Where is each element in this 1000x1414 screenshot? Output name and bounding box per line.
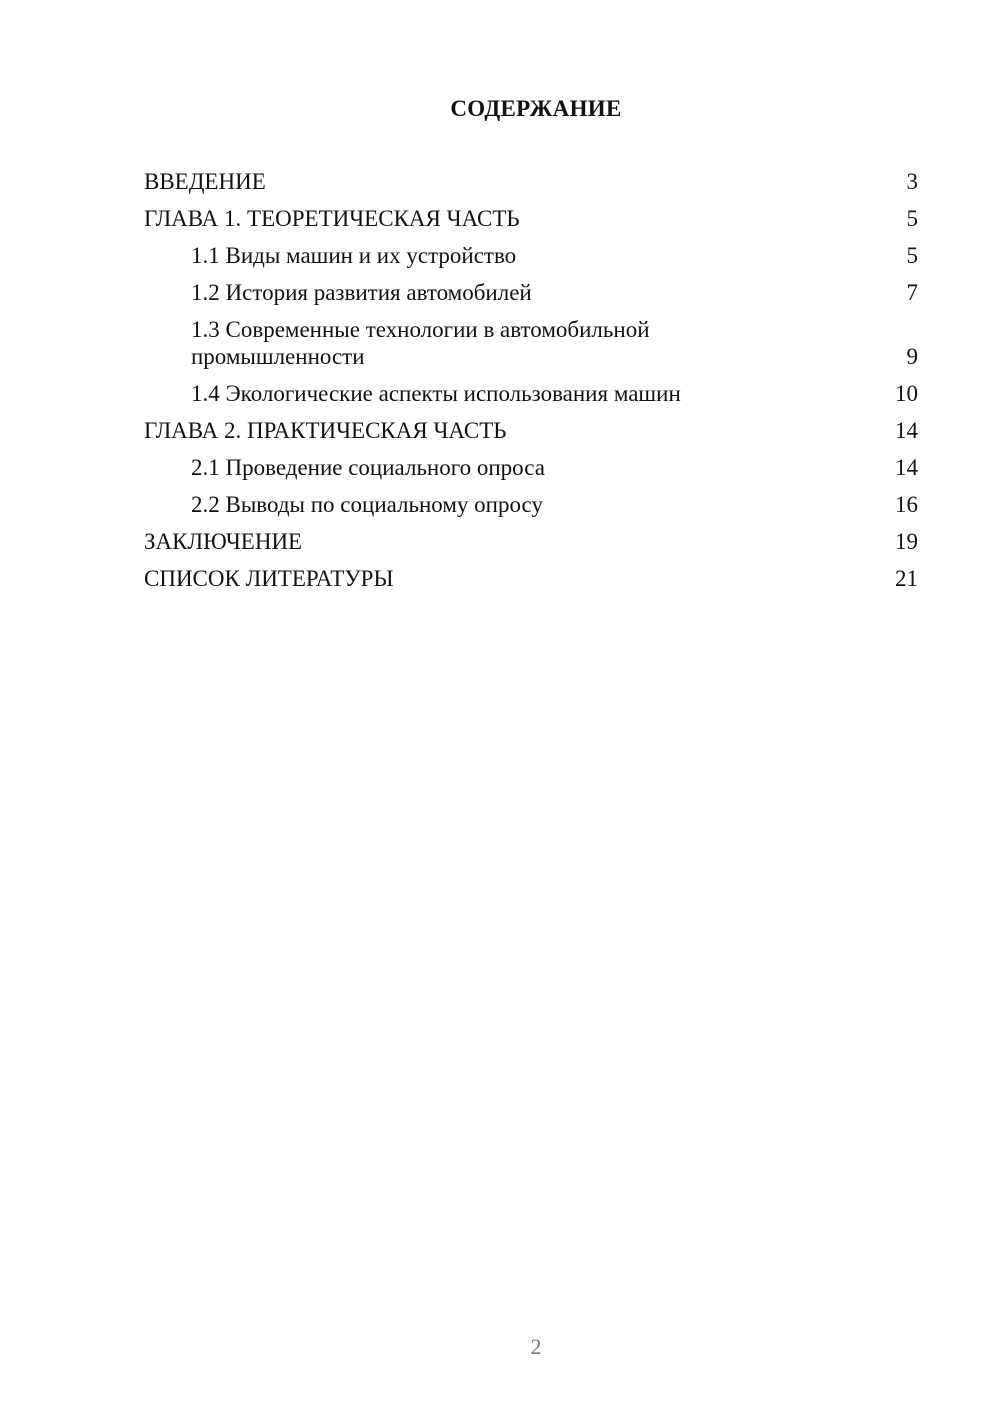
toc-entry-label: СПИСОК ЛИТЕРАТУРЫ <box>144 566 394 591</box>
toc-entry-page: 5 <box>906 243 918 268</box>
toc-entry-page: 14 <box>895 418 918 443</box>
table-of-contents <box>144 168 918 602</box>
toc-entry-label: 1.4 Экологические аспекты использования машин <box>191 381 681 406</box>
toc-entry-label: ГЛАВА 1. ТЕОРЕТИЧЕСКАЯ ЧАСТЬ <box>144 206 520 231</box>
toc-entry-label: ВВЕДЕНИЕ <box>144 169 266 194</box>
toc-entry-label: 2.2 Выводы по социальному опросу <box>191 492 543 517</box>
toc-entry-page: 19 <box>895 529 918 554</box>
toc-entry-label: 1.1 Виды машин и их устройство <box>191 243 517 268</box>
toc-entry-page: 5 <box>906 206 918 231</box>
page-number: 2 <box>530 1334 542 1359</box>
toc-entry-page: 7 <box>906 280 918 305</box>
toc-entry-1-1[interactable] <box>144 242 918 269</box>
toc-entry-chapter-1[interactable] <box>144 205 918 232</box>
toc-entry-page: 10 <box>895 381 918 406</box>
toc-entry-page: 21 <box>895 566 918 591</box>
toc-entry-page: 16 <box>895 492 918 517</box>
toc-entry-references[interactable] <box>144 565 918 592</box>
toc-entry-conclusion[interactable] <box>144 528 918 555</box>
toc-entry-label: ЗАКЛЮЧЕНИЕ <box>144 529 303 554</box>
toc-entry-page: 9 <box>906 344 918 369</box>
page-title: СОДЕРЖАНИЕ <box>450 96 622 121</box>
toc-entry-1-2[interactable] <box>144 279 918 306</box>
toc-entry-page: 3 <box>906 169 918 194</box>
toc-entry-page: 14 <box>895 455 918 480</box>
toc-entry-2-1[interactable] <box>144 454 918 481</box>
toc-entry-label: 2.1 Проведение социального опроса <box>191 455 545 480</box>
toc-entry-2-2[interactable] <box>144 491 918 518</box>
toc-entry-label: ГЛАВА 2. ПРАКТИЧЕСКАЯ ЧАСТЬ <box>144 418 507 443</box>
toc-entry-chapter-2[interactable] <box>144 417 918 444</box>
toc-entry-label: 1.2 История развития автомобилей <box>191 280 532 305</box>
toc-entry-introduction[interactable] <box>144 168 918 195</box>
toc-entry-1-4[interactable] <box>144 380 918 407</box>
toc-entry-1-3[interactable] <box>144 316 918 370</box>
toc-entry-label: 1.3 Современные технологии в автомобильной промышленности <box>191 317 650 369</box>
